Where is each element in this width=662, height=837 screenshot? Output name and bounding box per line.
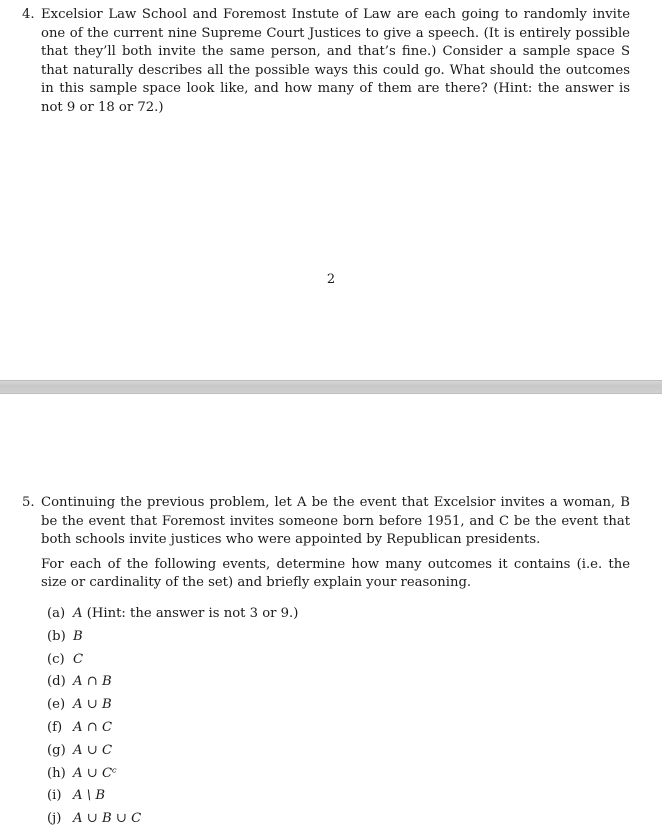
problem-5-instructions: For each of the following events, determine how many outcomes it contains (i.e. the size or cardinality of the set) and briefly explain your reasoning. [41, 556, 630, 590]
problem-4-text: Excelsior Law School and Foremost Instute of Law are each going to randomly invite one of the current nine Supreme Court Justices to give a speech. (It is entirely possible that they’ll both invite the same person, and that’s fine.) Consider a sample space S that naturally describes all the possible ways this could go. What should the outcomes in this sample space look like, and how many of them are there? (Hint: the answer is not 9 or 18 or 72.) [41, 7, 630, 115]
part-expression: A ∪ Cᶜ [73, 765, 117, 781]
part-expression: A ∪ C [73, 742, 113, 758]
list-item [47, 809, 298, 832]
page-break [0, 380, 662, 394]
part-label: (e) [47, 697, 66, 713]
part-expression: A ∩ B [73, 674, 112, 690]
list-item [47, 695, 298, 718]
list-item [47, 627, 298, 650]
part-label: (h) [47, 765, 66, 781]
problem-5-intro-paragraph [22, 494, 630, 550]
part-label: (g) [47, 742, 66, 758]
problem-5-parts-list [47, 604, 298, 832]
problem-4 [22, 6, 630, 117]
part-label: (j) [47, 811, 62, 827]
page-number: 2 [326, 272, 336, 287]
problem-4-paragraph [22, 6, 630, 117]
part-expression: A ∩ C [73, 719, 113, 735]
part-label: (i) [47, 788, 62, 804]
list-item [47, 786, 298, 809]
part-label: (d) [47, 674, 66, 690]
part-expression: B [73, 628, 83, 644]
part-expression: A [73, 606, 83, 621]
problem-5-number: 5. [22, 495, 35, 510]
part-label: (c) [47, 651, 65, 667]
part-expression: A ∪ B [73, 697, 112, 713]
problem-5-intro: Continuing the previous problem, let A be the event that Excelsior invites a woman, B be the event that Foremost invites someone born before 1951, and C be the event that both schools invite justices who were appointed by Republican presidents. [41, 495, 630, 547]
part-label: (f) [47, 719, 63, 735]
problem-4-number: 4. [22, 7, 35, 22]
part-expression: A \ B [73, 788, 106, 804]
part-hint: (Hint: the answer is not 3 or 9.) [86, 606, 299, 621]
part-expression: C [73, 651, 84, 667]
list-item [47, 718, 298, 741]
list-item [47, 764, 298, 787]
list-item [47, 672, 298, 695]
list-item [47, 604, 298, 627]
part-label: (b) [47, 628, 66, 644]
page-2 [0, 0, 662, 380]
part-label: (a) [47, 606, 66, 621]
list-item [47, 650, 298, 673]
problem-5 [22, 494, 630, 593]
part-expression: A ∪ B ∪ C [73, 811, 142, 827]
list-item [47, 741, 298, 764]
